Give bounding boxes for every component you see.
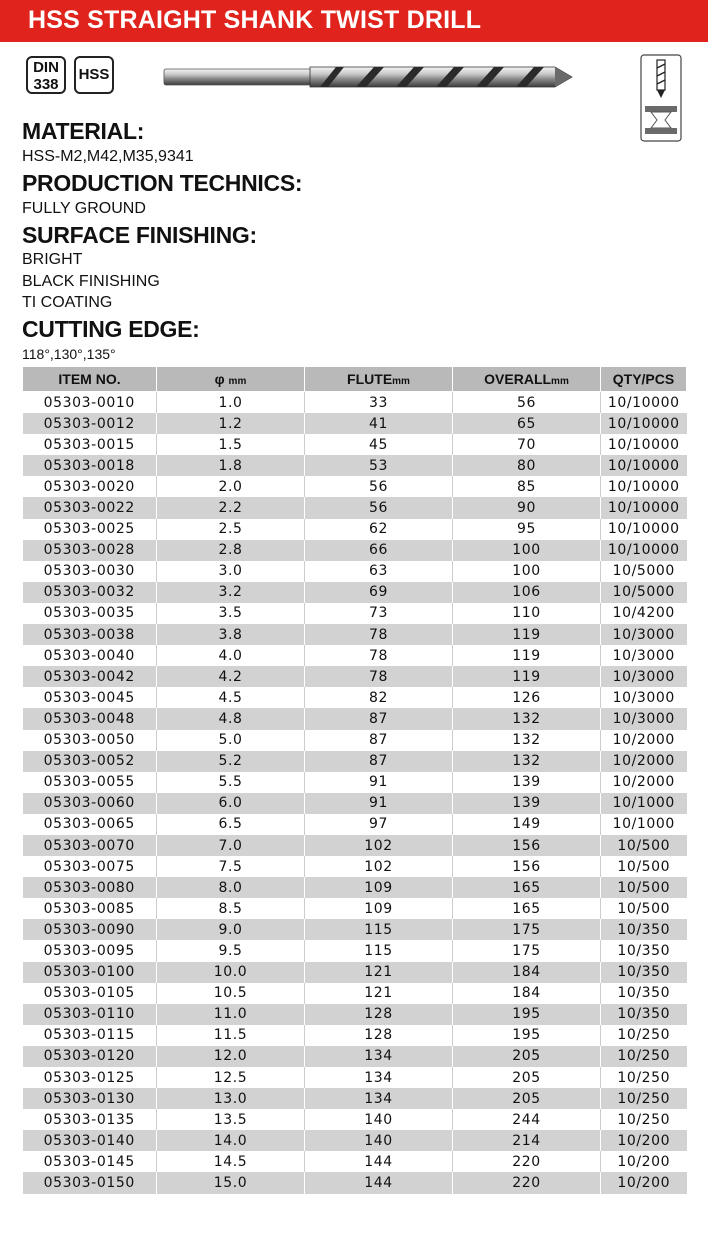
diameter-unit: mm bbox=[228, 376, 247, 387]
item-no-cell: 05303-0028 bbox=[23, 540, 157, 561]
hss-badge: HSS bbox=[74, 56, 114, 94]
diameter-cell: 12.5 bbox=[157, 1067, 305, 1088]
diameter-cell: 5.5 bbox=[157, 772, 305, 793]
overall-cell: 132 bbox=[453, 730, 601, 751]
twist-drill-image bbox=[160, 56, 580, 98]
overall-cell: 184 bbox=[453, 983, 601, 1004]
qty-cell: 10/1000 bbox=[601, 814, 687, 835]
item-no-cell: 05303-0050 bbox=[23, 730, 157, 751]
flute-cell: 73 bbox=[305, 603, 453, 624]
item-no-cell: 05303-0135 bbox=[23, 1109, 157, 1130]
item-no-cell: 05303-0130 bbox=[23, 1088, 157, 1109]
overall-label: OVERALL bbox=[484, 371, 552, 387]
overall-cell: 175 bbox=[453, 919, 601, 940]
qty-cell: 10/10000 bbox=[601, 455, 687, 476]
table-row bbox=[23, 1130, 687, 1151]
flute-label: FLUTE bbox=[347, 371, 393, 387]
flute-cell: 91 bbox=[305, 793, 453, 814]
overall-cell: 110 bbox=[453, 603, 601, 624]
table-row bbox=[23, 919, 687, 940]
header-qty: QTY/PCS bbox=[601, 367, 687, 392]
header-overall bbox=[453, 367, 601, 392]
item-no-cell: 05303-0095 bbox=[23, 940, 157, 961]
flute-cell: 82 bbox=[305, 687, 453, 708]
qty-cell: 10/200 bbox=[601, 1130, 687, 1151]
item-no-cell: 05303-0018 bbox=[23, 455, 157, 476]
flute-cell: 134 bbox=[305, 1067, 453, 1088]
qty-cell: 10/10000 bbox=[601, 413, 687, 434]
item-no-cell: 05303-0032 bbox=[23, 582, 157, 603]
flute-cell: 134 bbox=[305, 1046, 453, 1067]
diameter-cell: 2.8 bbox=[157, 540, 305, 561]
table-row bbox=[23, 983, 687, 1004]
diameter-cell: 1.5 bbox=[157, 434, 305, 455]
table-row bbox=[23, 413, 687, 434]
flute-cell: 33 bbox=[305, 392, 453, 414]
table-row bbox=[23, 603, 687, 624]
item-no-cell: 05303-0038 bbox=[23, 624, 157, 645]
overall-cell: 165 bbox=[453, 898, 601, 919]
diameter-cell: 2.2 bbox=[157, 497, 305, 518]
item-no-cell: 05303-0100 bbox=[23, 962, 157, 983]
diameter-cell: 3.8 bbox=[157, 624, 305, 645]
qty-cell: 10/3000 bbox=[601, 708, 687, 729]
item-no-cell: 05303-0060 bbox=[23, 793, 157, 814]
overall-cell: 106 bbox=[453, 582, 601, 603]
table-header-row bbox=[23, 367, 687, 392]
flute-cell: 69 bbox=[305, 582, 453, 603]
flute-cell: 66 bbox=[305, 540, 453, 561]
diameter-cell: 3.0 bbox=[157, 561, 305, 582]
overall-cell: 119 bbox=[453, 666, 601, 687]
overall-cell: 156 bbox=[453, 856, 601, 877]
item-no-cell: 05303-0080 bbox=[23, 877, 157, 898]
table-row bbox=[23, 1025, 687, 1046]
material-heading: MATERIAL: bbox=[22, 118, 145, 144]
flute-cell: 62 bbox=[305, 519, 453, 540]
diameter-cell: 9.0 bbox=[157, 919, 305, 940]
din-338-badge bbox=[26, 56, 66, 94]
flute-cell: 41 bbox=[305, 413, 453, 434]
diameter-cell: 11.0 bbox=[157, 1004, 305, 1025]
din-label: DIN bbox=[33, 59, 59, 76]
overall-cell: 126 bbox=[453, 687, 601, 708]
surface-value-bright: BRIGHT bbox=[22, 251, 83, 268]
overall-cell: 149 bbox=[453, 814, 601, 835]
table-row bbox=[23, 476, 687, 497]
diameter-cell: 5.2 bbox=[157, 751, 305, 772]
item-no-cell: 05303-0105 bbox=[23, 983, 157, 1004]
item-no-cell: 05303-0125 bbox=[23, 1067, 157, 1088]
overall-cell: 195 bbox=[453, 1025, 601, 1046]
overall-cell: 100 bbox=[453, 540, 601, 561]
item-no-cell: 05303-0052 bbox=[23, 751, 157, 772]
item-no-cell: 05303-0070 bbox=[23, 835, 157, 856]
diameter-cell: 6.0 bbox=[157, 793, 305, 814]
diameter-cell: 7.5 bbox=[157, 856, 305, 877]
diameter-cell: 5.0 bbox=[157, 730, 305, 751]
item-no-cell: 05303-0012 bbox=[23, 413, 157, 434]
qty-cell: 10/200 bbox=[601, 1172, 687, 1193]
overall-cell: 70 bbox=[453, 434, 601, 455]
qty-cell: 10/350 bbox=[601, 983, 687, 1004]
diameter-cell: 8.0 bbox=[157, 877, 305, 898]
table-row bbox=[23, 1172, 687, 1193]
flute-cell: 56 bbox=[305, 476, 453, 497]
table-row bbox=[23, 645, 687, 666]
diameter-symbol: φ bbox=[214, 371, 225, 387]
flute-cell: 102 bbox=[305, 835, 453, 856]
drill-spec-table bbox=[22, 366, 687, 1194]
diameter-cell: 7.0 bbox=[157, 835, 305, 856]
table-row bbox=[23, 540, 687, 561]
overall-cell: 195 bbox=[453, 1004, 601, 1025]
item-no-cell: 05303-0075 bbox=[23, 856, 157, 877]
overall-cell: 85 bbox=[453, 476, 601, 497]
table-row bbox=[23, 1109, 687, 1130]
item-no-cell: 05303-0110 bbox=[23, 1004, 157, 1025]
diameter-cell: 10.5 bbox=[157, 983, 305, 1004]
qty-cell: 10/500 bbox=[601, 835, 687, 856]
overall-cell: 80 bbox=[453, 455, 601, 476]
table-row bbox=[23, 624, 687, 645]
diameter-cell: 4.8 bbox=[157, 708, 305, 729]
qty-cell: 10/250 bbox=[601, 1088, 687, 1109]
item-no-cell: 05303-0020 bbox=[23, 476, 157, 497]
item-no-cell: 05303-0025 bbox=[23, 519, 157, 540]
overall-cell: 205 bbox=[453, 1046, 601, 1067]
overall-cell: 156 bbox=[453, 835, 601, 856]
flute-cell: 115 bbox=[305, 940, 453, 961]
overall-cell: 95 bbox=[453, 519, 601, 540]
table-row bbox=[23, 666, 687, 687]
header-diameter bbox=[157, 367, 305, 392]
cutting-heading: CUTTING EDGE: bbox=[22, 316, 200, 342]
qty-cell: 10/10000 bbox=[601, 519, 687, 540]
diameter-cell: 3.5 bbox=[157, 603, 305, 624]
overall-cell: 139 bbox=[453, 793, 601, 814]
header-item-no: ITEM NO. bbox=[23, 367, 157, 392]
qty-cell: 10/250 bbox=[601, 1046, 687, 1067]
diameter-cell: 13.0 bbox=[157, 1088, 305, 1109]
qty-cell: 10/250 bbox=[601, 1067, 687, 1088]
table-row bbox=[23, 392, 687, 414]
qty-cell: 10/2000 bbox=[601, 730, 687, 751]
flute-cell: 87 bbox=[305, 708, 453, 729]
qty-cell: 10/3000 bbox=[601, 624, 687, 645]
flute-cell: 102 bbox=[305, 856, 453, 877]
flute-cell: 87 bbox=[305, 751, 453, 772]
overall-cell: 132 bbox=[453, 708, 601, 729]
item-no-cell: 05303-0055 bbox=[23, 772, 157, 793]
diameter-cell: 1.8 bbox=[157, 455, 305, 476]
flute-cell: 87 bbox=[305, 730, 453, 751]
table-row bbox=[23, 687, 687, 708]
qty-cell: 10/3000 bbox=[601, 645, 687, 666]
flute-cell: 45 bbox=[305, 434, 453, 455]
item-no-cell: 05303-0090 bbox=[23, 919, 157, 940]
qty-cell: 10/350 bbox=[601, 940, 687, 961]
table-row bbox=[23, 751, 687, 772]
item-no-cell: 05303-0015 bbox=[23, 434, 157, 455]
qty-cell: 10/3000 bbox=[601, 687, 687, 708]
qty-cell: 10/350 bbox=[601, 919, 687, 940]
surface-value-ti: TI COATING bbox=[22, 294, 113, 311]
qty-cell: 10/250 bbox=[601, 1025, 687, 1046]
overall-cell: 220 bbox=[453, 1151, 601, 1172]
din-number: 338 bbox=[33, 76, 59, 93]
table-row bbox=[23, 1004, 687, 1025]
overall-cell: 100 bbox=[453, 561, 601, 582]
qty-cell: 10/500 bbox=[601, 877, 687, 898]
qty-cell: 10/500 bbox=[601, 856, 687, 877]
diameter-cell: 4.2 bbox=[157, 666, 305, 687]
diameter-cell: 9.5 bbox=[157, 940, 305, 961]
overall-cell: 119 bbox=[453, 624, 601, 645]
diameter-cell: 14.0 bbox=[157, 1130, 305, 1151]
item-no-cell: 05303-0045 bbox=[23, 687, 157, 708]
diameter-cell: 6.5 bbox=[157, 814, 305, 835]
flute-cell: 121 bbox=[305, 983, 453, 1004]
item-no-cell: 05303-0140 bbox=[23, 1130, 157, 1151]
surface-value-black: BLACK FINISHING bbox=[22, 273, 160, 290]
item-no-cell: 05303-0035 bbox=[23, 603, 157, 624]
item-no-cell: 05303-0022 bbox=[23, 497, 157, 518]
qty-cell: 10/5000 bbox=[601, 561, 687, 582]
production-heading: PRODUCTION TECHNICS: bbox=[22, 170, 303, 196]
table-row bbox=[23, 772, 687, 793]
qty-cell: 10/10000 bbox=[601, 476, 687, 497]
item-no-cell: 05303-0010 bbox=[23, 392, 157, 414]
overall-cell: 119 bbox=[453, 645, 601, 666]
flute-cell: 121 bbox=[305, 962, 453, 983]
flute-cell: 140 bbox=[305, 1109, 453, 1130]
table-row bbox=[23, 1067, 687, 1088]
table-row bbox=[23, 497, 687, 518]
production-value: FULLY GROUND bbox=[22, 200, 146, 217]
qty-cell: 10/350 bbox=[601, 962, 687, 983]
table-row bbox=[23, 940, 687, 961]
overall-unit: mm bbox=[551, 376, 569, 387]
table-row bbox=[23, 898, 687, 919]
qty-cell: 10/500 bbox=[601, 898, 687, 919]
item-no-cell: 05303-0115 bbox=[23, 1025, 157, 1046]
diameter-cell: 13.5 bbox=[157, 1109, 305, 1130]
flute-cell: 63 bbox=[305, 561, 453, 582]
item-no-cell: 05303-0048 bbox=[23, 708, 157, 729]
header-flute bbox=[305, 367, 453, 392]
flute-cell: 91 bbox=[305, 772, 453, 793]
table-row bbox=[23, 793, 687, 814]
item-no-cell: 05303-0085 bbox=[23, 898, 157, 919]
overall-cell: 244 bbox=[453, 1109, 601, 1130]
diameter-cell: 14.5 bbox=[157, 1151, 305, 1172]
flute-cell: 78 bbox=[305, 645, 453, 666]
overall-cell: 205 bbox=[453, 1088, 601, 1109]
diameter-cell: 1.2 bbox=[157, 413, 305, 434]
diameter-cell: 2.5 bbox=[157, 519, 305, 540]
flute-cell: 134 bbox=[305, 1088, 453, 1109]
item-no-cell: 05303-0150 bbox=[23, 1172, 157, 1193]
qty-cell: 10/10000 bbox=[601, 434, 687, 455]
qty-cell: 10/1000 bbox=[601, 793, 687, 814]
qty-cell: 10/10000 bbox=[601, 392, 687, 414]
flute-cell: 128 bbox=[305, 1004, 453, 1025]
flute-cell: 140 bbox=[305, 1130, 453, 1151]
flute-cell: 78 bbox=[305, 624, 453, 645]
cutting-value: 118°,130°,135° bbox=[22, 346, 116, 362]
flute-cell: 128 bbox=[305, 1025, 453, 1046]
table-row bbox=[23, 455, 687, 476]
table-row bbox=[23, 814, 687, 835]
flute-cell: 115 bbox=[305, 919, 453, 940]
table-row bbox=[23, 1046, 687, 1067]
table-row bbox=[23, 434, 687, 455]
overall-cell: 175 bbox=[453, 940, 601, 961]
overall-cell: 184 bbox=[453, 962, 601, 983]
material-value: HSS-M2,M42,M35,9341 bbox=[22, 148, 194, 165]
diameter-cell: 3.2 bbox=[157, 582, 305, 603]
qty-cell: 10/4200 bbox=[601, 603, 687, 624]
title-banner bbox=[0, 0, 708, 42]
drill-into-steel-icon bbox=[640, 54, 682, 142]
flute-cell: 144 bbox=[305, 1151, 453, 1172]
table-row bbox=[23, 1151, 687, 1172]
item-no-cell: 05303-0040 bbox=[23, 645, 157, 666]
table-row bbox=[23, 519, 687, 540]
overall-cell: 214 bbox=[453, 1130, 601, 1151]
overall-cell: 165 bbox=[453, 877, 601, 898]
item-no-cell: 05303-0065 bbox=[23, 814, 157, 835]
flute-cell: 97 bbox=[305, 814, 453, 835]
page-title: HSS STRAIGHT SHANK TWIST DRILL bbox=[28, 6, 482, 34]
qty-cell: 10/10000 bbox=[601, 540, 687, 561]
diameter-cell: 2.0 bbox=[157, 476, 305, 497]
qty-cell: 10/2000 bbox=[601, 772, 687, 793]
flute-cell: 56 bbox=[305, 497, 453, 518]
qty-cell: 10/250 bbox=[601, 1109, 687, 1130]
flute-cell: 53 bbox=[305, 455, 453, 476]
flute-cell: 144 bbox=[305, 1172, 453, 1193]
item-no-cell: 05303-0042 bbox=[23, 666, 157, 687]
table-row bbox=[23, 561, 687, 582]
overall-cell: 139 bbox=[453, 772, 601, 793]
flute-cell: 109 bbox=[305, 877, 453, 898]
flute-cell: 109 bbox=[305, 898, 453, 919]
diameter-cell: 10.0 bbox=[157, 962, 305, 983]
qty-cell: 10/5000 bbox=[601, 582, 687, 603]
table-row bbox=[23, 856, 687, 877]
qty-cell: 10/350 bbox=[601, 1004, 687, 1025]
diameter-cell: 1.0 bbox=[157, 392, 305, 414]
diameter-cell: 12.0 bbox=[157, 1046, 305, 1067]
table-row bbox=[23, 962, 687, 983]
item-no-cell: 05303-0030 bbox=[23, 561, 157, 582]
table-row bbox=[23, 1088, 687, 1109]
table-row bbox=[23, 835, 687, 856]
diameter-cell: 11.5 bbox=[157, 1025, 305, 1046]
overall-cell: 56 bbox=[453, 392, 601, 414]
item-no-cell: 05303-0120 bbox=[23, 1046, 157, 1067]
flute-unit: mm bbox=[392, 376, 410, 387]
overall-cell: 90 bbox=[453, 497, 601, 518]
item-no-cell: 05303-0145 bbox=[23, 1151, 157, 1172]
qty-cell: 10/10000 bbox=[601, 497, 687, 518]
surface-heading: SURFACE FINISHING: bbox=[22, 222, 257, 248]
diameter-cell: 4.0 bbox=[157, 645, 305, 666]
overall-cell: 132 bbox=[453, 751, 601, 772]
table-row bbox=[23, 582, 687, 603]
qty-cell: 10/2000 bbox=[601, 751, 687, 772]
table-row bbox=[23, 877, 687, 898]
table-row bbox=[23, 708, 687, 729]
diameter-cell: 8.5 bbox=[157, 898, 305, 919]
flute-cell: 78 bbox=[305, 666, 453, 687]
overall-cell: 205 bbox=[453, 1067, 601, 1088]
diameter-cell: 4.5 bbox=[157, 687, 305, 708]
overall-cell: 65 bbox=[453, 413, 601, 434]
diameter-cell: 15.0 bbox=[157, 1172, 305, 1193]
overall-cell: 220 bbox=[453, 1172, 601, 1193]
table-row bbox=[23, 730, 687, 751]
qty-cell: 10/200 bbox=[601, 1151, 687, 1172]
qty-cell: 10/3000 bbox=[601, 666, 687, 687]
